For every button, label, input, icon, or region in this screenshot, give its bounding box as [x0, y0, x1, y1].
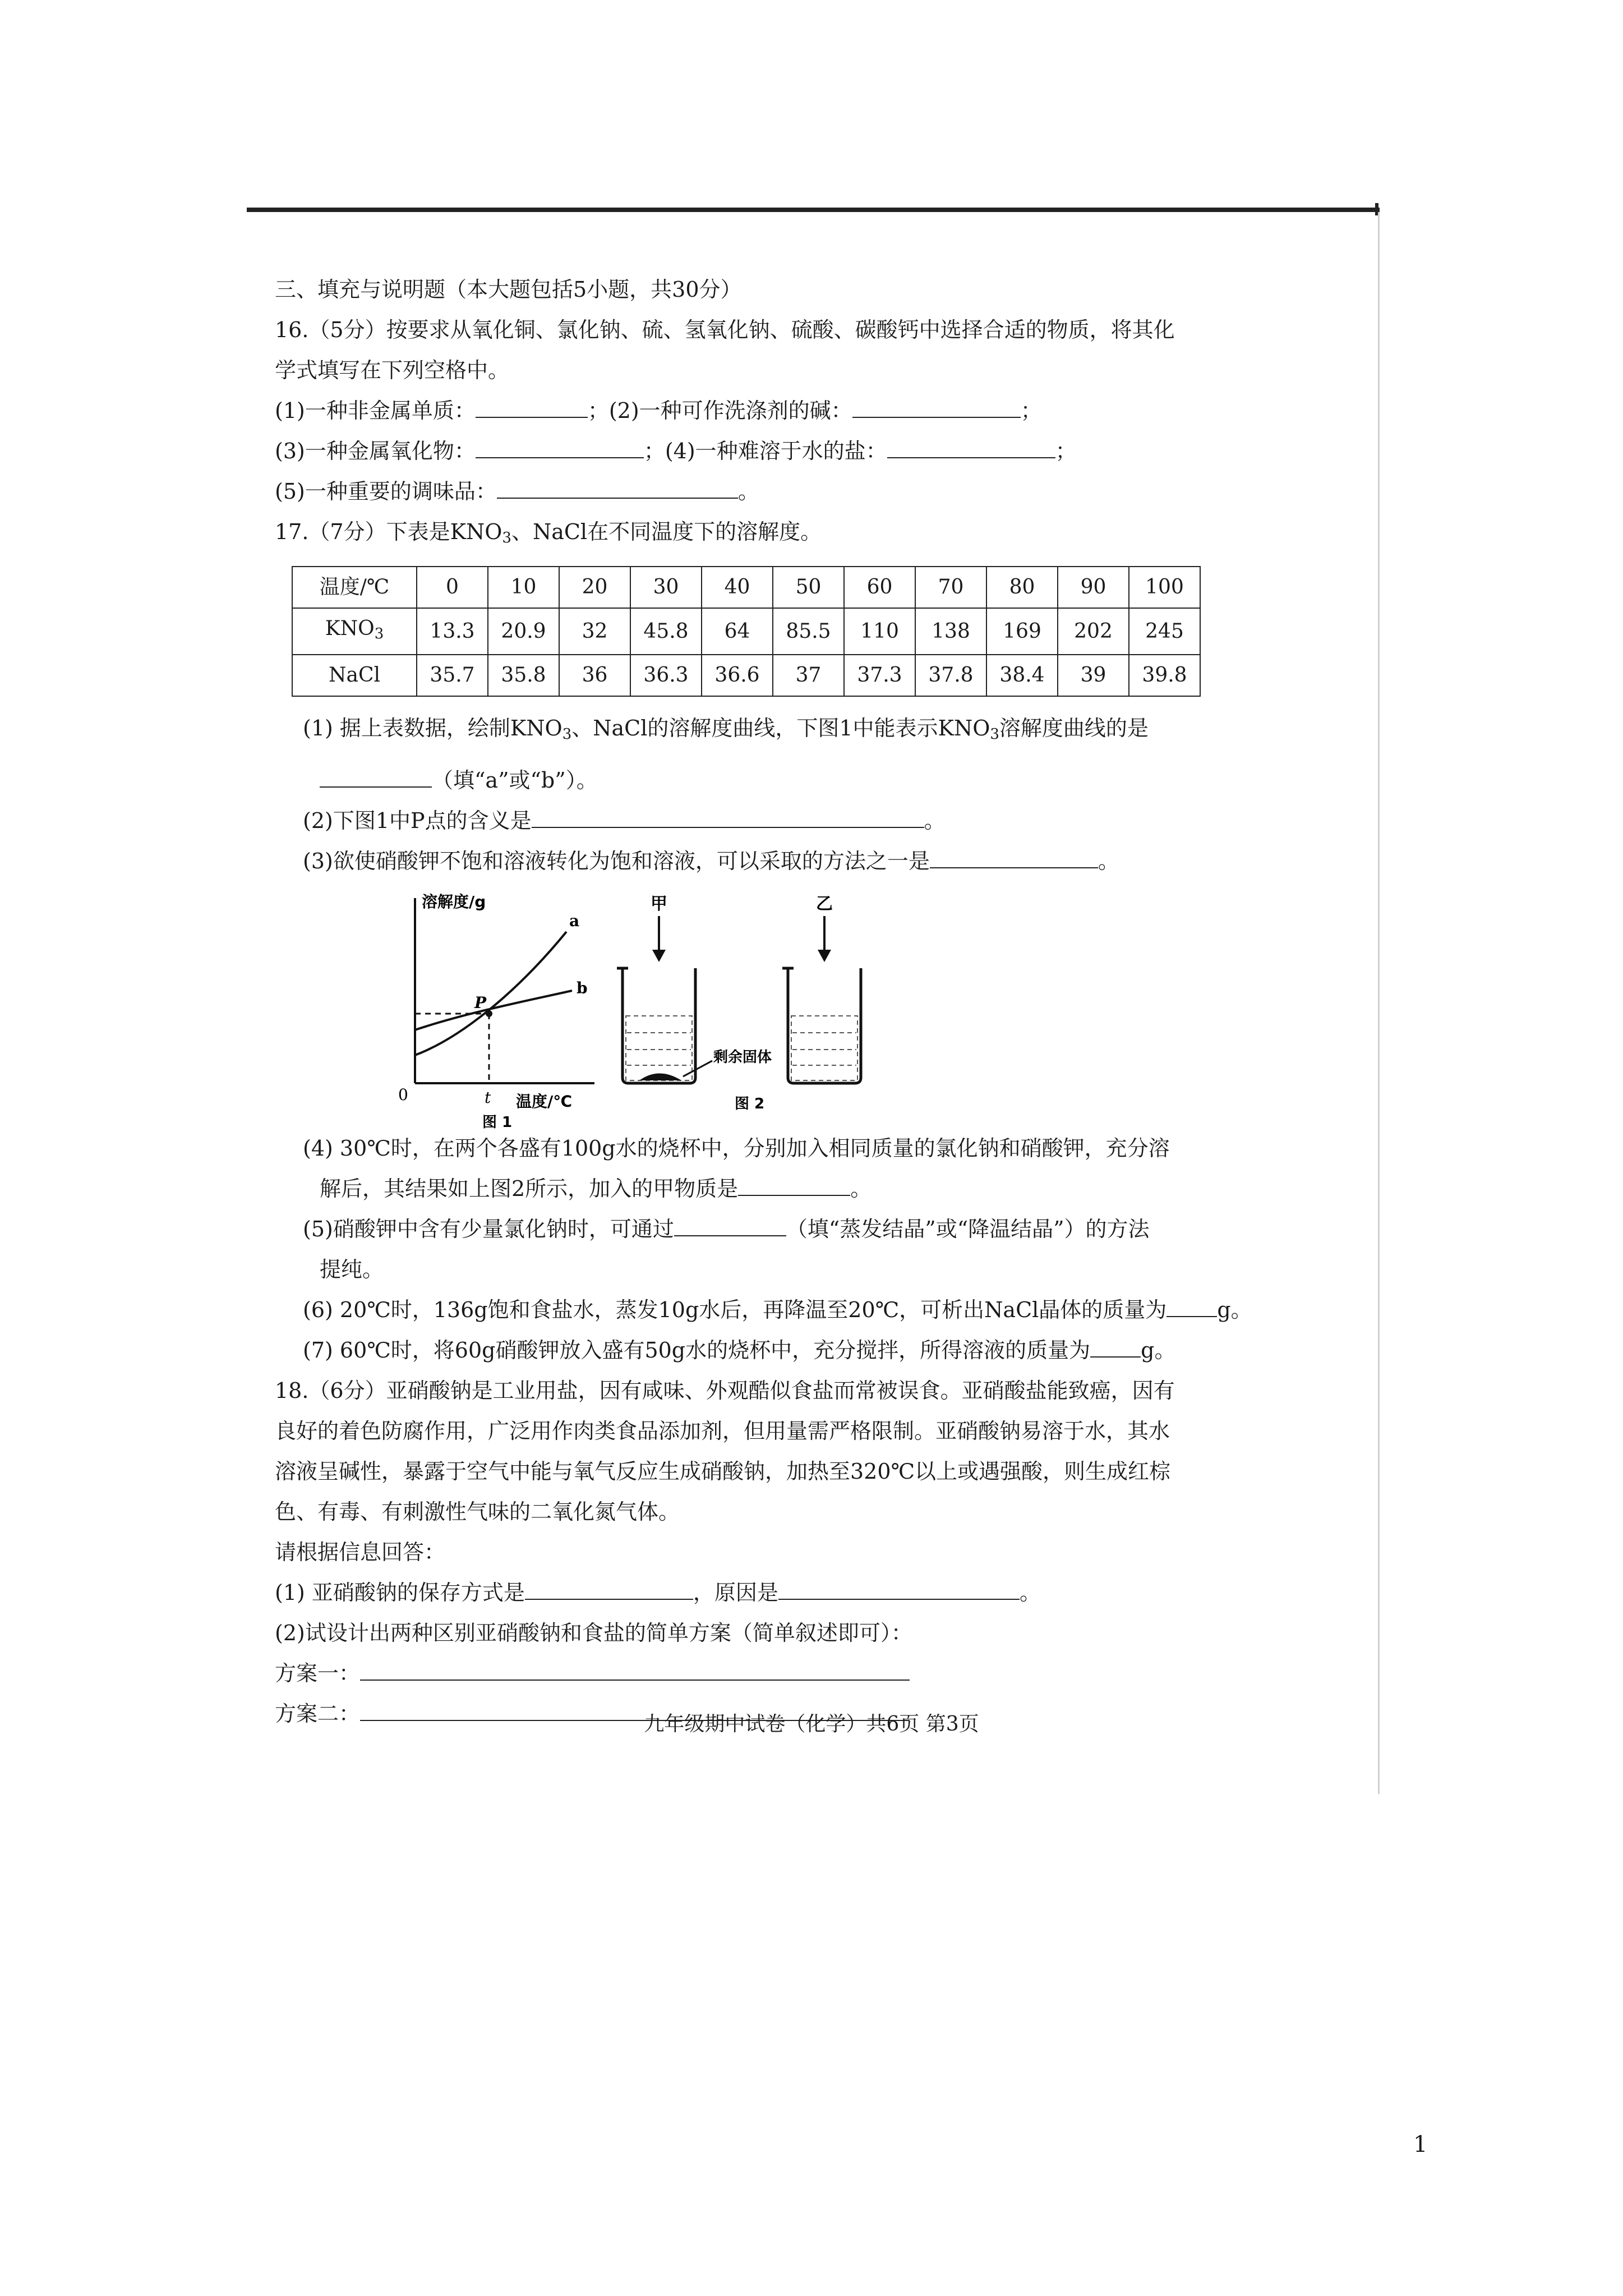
- figures-area: [275, 887, 1251, 1131]
- fig1-y-label: 溶解度/g: [422, 892, 486, 911]
- q16-item-1: (1)一种非金属单质：: [275, 398, 476, 423]
- table-cell: 37.8: [915, 655, 986, 696]
- subscript: 3: [562, 726, 572, 743]
- table-cell: 温度/℃: [292, 567, 417, 608]
- q18-plan-1: [275, 1653, 1251, 1694]
- q18-line1: 18.（6分）亚硝酸钠是工业用盐，因有咸味、外观酷似食盐而常被误食。亚硝酸盐能致癌，因有: [275, 1378, 1175, 1403]
- q17-part-1-answer: [275, 760, 1251, 800]
- table-cell: 32: [559, 608, 630, 655]
- q17-part-5-cont: 提纯。: [320, 1257, 384, 1282]
- table-row-kno3: [292, 608, 1200, 655]
- table-cell: 10: [488, 567, 559, 608]
- fig2-jia-label: 甲: [651, 894, 667, 914]
- fig1-curve-b: [415, 991, 572, 1030]
- table-row-nacl: [292, 655, 1200, 696]
- q16-item-2: (2)一种可作洗涤剂的碱：: [608, 398, 852, 423]
- subscript: 3: [502, 530, 511, 546]
- table-cell: 45.8: [630, 608, 702, 655]
- table-cell: 36: [559, 655, 630, 696]
- label-text: KNO: [325, 617, 375, 640]
- fig1-a-label: a: [569, 912, 580, 930]
- answer-blank[interactable]: [1166, 1291, 1217, 1317]
- period: 。: [924, 808, 946, 833]
- table-cell: 20: [559, 567, 630, 608]
- text: （填“a”或“b”）。: [432, 768, 598, 793]
- table-cell: 80: [986, 567, 1058, 608]
- question-16: [275, 310, 1251, 512]
- q16-stem-line1: 16.（5分）按要求从氧化铜、氯化钠、硫、氢氧化钠、硫酸、碳酸钙中选择合适的物质，将其化: [275, 318, 1175, 342]
- fig1-t-label: t: [485, 1088, 491, 1107]
- q16-row-2: [275, 431, 1251, 471]
- q18-line4: 色、有毒、有刺激性气味的二氧化氮气体。: [275, 1499, 680, 1524]
- solubility-table: [292, 566, 1201, 697]
- table-row-label: [292, 608, 417, 655]
- q16-row-1: [275, 390, 1251, 431]
- q17-part-7: [275, 1330, 1251, 1370]
- q17-stem-b: 、NaCl在不同温度下的溶解度。: [511, 519, 822, 544]
- answer-blank[interactable]: [778, 1574, 1020, 1600]
- q17-part-4: (4) 30℃时，在两个各盛有100g水的烧杯中，分别加入相同质量的氯化钠和硝酸钾，充分溶: [303, 1136, 1170, 1161]
- text: 、NaCl的溶解度曲线，下图1中能表示KNO: [571, 716, 990, 740]
- arrow-down-icon: [652, 950, 666, 962]
- fig2-caption: 图 2: [735, 1096, 765, 1112]
- fig1-curve-a: [415, 932, 566, 1055]
- q17-stem: [275, 512, 1251, 558]
- fig1-p-label: P: [474, 993, 487, 1012]
- table-cell: 37.3: [844, 655, 915, 696]
- page-number: 1: [1413, 2132, 1428, 2157]
- text: (1) 据上表数据，绘制KNO: [303, 716, 562, 740]
- answer-blank[interactable]: [532, 802, 924, 828]
- fig1-x-label: 温度/℃: [516, 1092, 573, 1111]
- table-cell: 50: [773, 567, 844, 608]
- fig1-point-p: [486, 1010, 492, 1017]
- fig1-origin-label: 0: [398, 1085, 408, 1104]
- q16-stem-line2: 学式填写在下列空格中。: [275, 358, 510, 383]
- q17-part-6: [275, 1290, 1251, 1330]
- q17-part-5: [275, 1209, 1251, 1249]
- separator: ；: [1055, 439, 1077, 463]
- beaker-jia-liquid: [626, 1016, 692, 1080]
- table-cell: 30: [630, 567, 702, 608]
- text: 方案一：: [275, 1661, 361, 1686]
- table-cell: 100: [1129, 567, 1200, 608]
- answer-blank[interactable]: [525, 1574, 693, 1600]
- table-cell: 138: [915, 608, 986, 655]
- q16-item-3: (3)一种金属氧化物：: [275, 439, 476, 463]
- beaker-jia: [623, 968, 695, 1083]
- table-cell: 36.3: [630, 655, 702, 696]
- table-cell: 40: [702, 567, 773, 608]
- answer-blank[interactable]: [852, 392, 1021, 418]
- exam-content: [275, 269, 1251, 1734]
- table-cell: 0: [417, 567, 488, 608]
- q17-part-1: [275, 708, 1251, 754]
- subscript: 3: [374, 625, 384, 642]
- question-18: [275, 1370, 1251, 1734]
- table-cell: 39.8: [1129, 655, 1200, 696]
- unit: g。: [1141, 1338, 1176, 1363]
- table-cell: 20.9: [488, 608, 559, 655]
- answer-blank[interactable]: [497, 473, 738, 499]
- figure-1-and-2: [376, 887, 937, 1131]
- section-title: 三、填充与说明题（本大题包括5小题，共30分）: [275, 277, 742, 302]
- q17-part-4-cont: [275, 1168, 1251, 1209]
- text: (1) 亚硝酸钠的保存方式是: [275, 1580, 525, 1605]
- period: 。: [850, 1176, 872, 1201]
- q17-part-2: [275, 800, 1251, 841]
- q18-part-2: (2)试设计出两种区别亚硝酸钠和食盐的简单方案（简单叙述即可）：: [275, 1621, 912, 1645]
- answer-blank[interactable]: [1090, 1332, 1141, 1358]
- table-cell: 35.8: [488, 655, 559, 696]
- text: 解后，其结果如上图2所示，加入的甲物质是: [320, 1176, 739, 1201]
- table-cell: 35.7: [417, 655, 488, 696]
- table-cell: 202: [1058, 608, 1129, 655]
- table-cell: 60: [844, 567, 915, 608]
- text: （填“蒸发结晶”或“降温结晶”）的方法: [786, 1217, 1150, 1241]
- beaker-yi-liquid: [791, 1016, 857, 1080]
- table-cell: 245: [1129, 608, 1200, 655]
- separator: ；: [587, 398, 609, 423]
- table-cell: 64: [702, 608, 773, 655]
- table-row-temperature: [292, 567, 1200, 608]
- period: 。: [1019, 1580, 1041, 1605]
- q18-line2: 良好的着色防腐作用，广泛用作肉类食品添加剂，但用量需严格限制。亚硝酸钠易溶于水，其水: [275, 1419, 1170, 1443]
- arrow-down-icon: [818, 950, 831, 962]
- table-cell: 39: [1058, 655, 1129, 696]
- page-footer: 九年级期中试卷（化学）共6页 第3页: [644, 1713, 979, 1736]
- table-cell: 36.6: [702, 655, 773, 696]
- table-cell: 13.3: [417, 608, 488, 655]
- q18-part-1: [275, 1572, 1251, 1613]
- q16-item-4: (4)一种难溶于水的盐：: [665, 439, 887, 463]
- text: 溶解度曲线的是: [999, 716, 1149, 740]
- period: 。: [1098, 849, 1119, 873]
- period: 。: [737, 479, 759, 504]
- answer-blank[interactable]: [360, 1655, 910, 1681]
- text: 方案二：: [275, 1701, 361, 1726]
- table-cell: 90: [1058, 567, 1129, 608]
- remaining-solid: [639, 1074, 681, 1081]
- text: (7) 60℃时，将60g硝酸钾放入盛有50g水的烧杯中，充分搅拌，所得溶液的质量为: [303, 1338, 1091, 1363]
- scan-edge: [1378, 212, 1380, 1794]
- q18-line5: 请根据信息回答：: [275, 1540, 446, 1565]
- unit: g。: [1217, 1297, 1252, 1322]
- text: ，原因是: [693, 1580, 778, 1605]
- q16-item-5: (5)一种重要的调味品：: [275, 479, 497, 504]
- answer-blank[interactable]: [476, 392, 588, 418]
- answer-blank[interactable]: [887, 432, 1055, 458]
- text: (2)下图1中P点的含义是: [303, 808, 532, 833]
- fig1-caption: 图 1: [482, 1114, 513, 1131]
- text: (5)硝酸钾中含有少量氯化钠时，可通过: [303, 1217, 674, 1241]
- answer-blank[interactable]: [930, 843, 1098, 868]
- table-cell: 85.5: [773, 608, 844, 655]
- q16-row-3: [275, 471, 1251, 512]
- fig2-solid-label: 剩余固体: [713, 1049, 772, 1066]
- q18-line3: 溶液呈碱性，暴露于空气中能与氧气反应生成硝酸钠，加热至320℃以上或遇强酸，则生成红棕: [275, 1459, 1171, 1484]
- q17-part-3: [275, 841, 1251, 881]
- text: (3)欲使硝酸钾不饱和溶液转化为饱和溶液，可以采取的方法之一是: [303, 849, 930, 873]
- solid-pointer: [683, 1061, 712, 1076]
- subscript: 3: [990, 726, 999, 743]
- separator: ；: [1020, 398, 1042, 423]
- table-cell: 38.4: [986, 655, 1058, 696]
- table-row-label: NaCl: [292, 655, 417, 696]
- fig1-b-label: b: [577, 979, 588, 997]
- q17-stem-a: 17.（7分）下表是KNO: [275, 519, 502, 544]
- answer-blank[interactable]: [476, 432, 644, 458]
- separator: ；: [643, 439, 665, 463]
- top-rule: [247, 208, 1380, 212]
- answer-blank[interactable]: [738, 1170, 850, 1196]
- table-cell: 70: [915, 567, 986, 608]
- answer-blank[interactable]: [320, 762, 432, 788]
- question-17: [275, 512, 1251, 1370]
- beaker-yi: [788, 968, 861, 1083]
- table-cell: 169: [986, 608, 1058, 655]
- text: (6) 20℃时，136g饱和食盐水，蒸发10g水后，再降温至20℃，可析出NaCl晶体的质量为: [303, 1297, 1167, 1322]
- table-cell: 37: [773, 655, 844, 696]
- table-cell: 110: [844, 608, 915, 655]
- fig2-yi-label: 乙: [816, 894, 833, 914]
- answer-blank[interactable]: [674, 1211, 786, 1236]
